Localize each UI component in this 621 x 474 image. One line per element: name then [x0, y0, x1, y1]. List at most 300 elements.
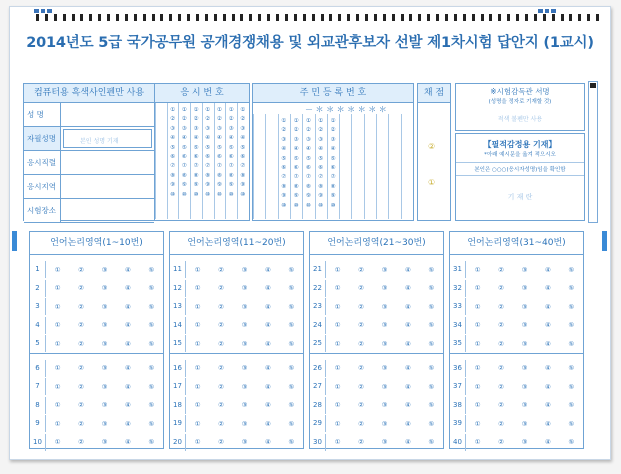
choice-bubble[interactable]: ③ — [101, 364, 108, 372]
digit-bubble[interactable]: ④ — [330, 146, 336, 153]
choice-bubble[interactable]: ⑤ — [288, 364, 295, 372]
choice-bubble[interactable]: ③ — [381, 284, 388, 292]
info-row[interactable] — [24, 151, 154, 175]
choice-bubble[interactable]: ⑤ — [568, 401, 575, 409]
choice-bubble[interactable]: ④ — [124, 382, 131, 391]
digit-bubble[interactable]: ③ — [205, 125, 211, 132]
choice-bubble[interactable]: ④ — [404, 284, 411, 292]
choice-bubble[interactable]: ③ — [241, 321, 248, 329]
question-row[interactable] — [30, 360, 163, 377]
choice-bubble[interactable]: ① — [54, 364, 61, 372]
digit-bubble[interactable]: ⑧ — [293, 183, 299, 190]
digit-bubble[interactable]: ⑦ — [228, 163, 234, 170]
choice-bubble[interactable]: ① — [54, 321, 61, 329]
choice-bubble[interactable]: ③ — [521, 302, 528, 311]
choice-bubble[interactable]: ⑤ — [428, 302, 435, 311]
digit-bubble[interactable]: ⑥ — [228, 154, 234, 161]
choice-bubble[interactable]: ③ — [241, 401, 248, 409]
digit-bubble[interactable]: ⑦ — [205, 163, 211, 170]
digit-bubble[interactable]: ⑥ — [293, 165, 299, 172]
digit-bubble[interactable]: ⑩ — [216, 191, 222, 198]
digit-bubble[interactable]: ④ — [293, 146, 299, 153]
question-row[interactable] — [30, 280, 163, 297]
choice-bubble[interactable]: ⑤ — [568, 265, 575, 274]
choice-bubble[interactable]: ⑤ — [568, 284, 575, 292]
choice-bubble[interactable]: ④ — [404, 321, 411, 329]
choice-bubble[interactable]: ③ — [381, 438, 388, 446]
question-row[interactable] — [450, 378, 583, 395]
digit-bubble[interactable]: ③ — [293, 136, 299, 143]
digit-bubble[interactable]: ⑧ — [170, 172, 175, 179]
choice-bubble[interactable]: ① — [194, 265, 201, 274]
digit-bubble[interactable]: ⑧ — [216, 172, 222, 179]
digit-bubble[interactable]: ① — [170, 107, 175, 113]
digit-bubble[interactable]: ⑤ — [318, 155, 324, 162]
choice-bubble[interactable]: ② — [78, 382, 84, 391]
question-row[interactable] — [450, 434, 583, 451]
choice-bubble[interactable]: ④ — [264, 284, 271, 292]
choice-bubble[interactable]: ① — [474, 438, 481, 446]
digit-bubble[interactable]: ⑨ — [205, 182, 211, 189]
choice-bubble[interactable]: ② — [218, 339, 224, 348]
choice-bubble[interactable]: ③ — [101, 284, 108, 292]
choice-bubble[interactable]: ① — [334, 321, 341, 329]
digit-bubble[interactable]: ⑩ — [305, 202, 311, 209]
choice-bubble[interactable]: ④ — [264, 364, 271, 372]
digit-bubble[interactable]: ③ — [170, 125, 175, 132]
choice-bubble[interactable]: ④ — [264, 302, 271, 311]
info-row[interactable] — [24, 199, 154, 223]
choice-bubble[interactable]: ④ — [404, 419, 411, 428]
digit-bubble[interactable]: ⑦ — [216, 163, 222, 170]
digit-bubble[interactable]: ④ — [240, 135, 246, 142]
digit-bubble[interactable]: ⑧ — [330, 183, 336, 190]
digit-bubble[interactable]: ④ — [205, 135, 211, 142]
choice-bubble[interactable]: ④ — [124, 419, 131, 428]
choice-bubble[interactable]: ⑤ — [148, 419, 155, 428]
choice-bubble[interactable]: ③ — [521, 438, 528, 446]
choice-bubble[interactable]: ② — [218, 364, 224, 372]
choice-bubble[interactable]: ② — [78, 339, 84, 348]
choice-bubble[interactable]: ① — [194, 401, 201, 409]
digit-bubble[interactable]: ⑩ — [281, 202, 287, 209]
choice-bubble[interactable]: ③ — [381, 321, 388, 329]
choice-bubble[interactable]: ② — [498, 364, 504, 372]
question-row[interactable] — [310, 280, 443, 297]
digit-bubble[interactable]: ① — [305, 118, 311, 124]
digit-bubble[interactable]: ② — [318, 127, 324, 134]
question-row[interactable] — [170, 317, 303, 334]
digit-bubble[interactable]: ① — [293, 118, 299, 124]
digit-column[interactable] — [302, 117, 314, 211]
choice-bubble[interactable]: ② — [78, 419, 84, 428]
digit-bubble[interactable]: ④ — [318, 146, 324, 153]
choice-bubble[interactable]: ③ — [101, 382, 108, 391]
digit-column[interactable] — [327, 117, 339, 211]
choice-bubble[interactable]: ⑤ — [568, 364, 575, 372]
choice-bubble[interactable]: ② — [498, 302, 504, 311]
question-row[interactable] — [450, 261, 583, 278]
choice-bubble[interactable]: ③ — [381, 265, 388, 274]
digit-bubble[interactable]: ⑧ — [181, 172, 187, 179]
choice-bubble[interactable]: ⑤ — [288, 321, 295, 329]
digit-bubble[interactable]: ⑦ — [240, 163, 246, 170]
digit-bubble[interactable]: ⑧ — [205, 172, 211, 179]
question-row[interactable] — [170, 415, 303, 432]
choice-bubble[interactable]: ③ — [381, 364, 388, 372]
choice-bubble[interactable]: ③ — [241, 438, 248, 446]
choice-bubble[interactable]: ④ — [544, 339, 551, 348]
choice-bubble[interactable]: ⑤ — [428, 364, 435, 372]
choice-bubble[interactable]: ③ — [521, 419, 528, 428]
choice-bubble[interactable]: ④ — [264, 265, 271, 274]
choice-bubble[interactable]: ③ — [241, 284, 248, 292]
choice-bubble[interactable]: ⑤ — [288, 438, 295, 446]
digit-bubble[interactable]: ⑤ — [228, 144, 234, 151]
choice-bubble[interactable]: ① — [194, 419, 201, 428]
choice-bubble[interactable]: ① — [54, 382, 61, 391]
choice-bubble[interactable]: ② — [78, 364, 84, 372]
choice-bubble[interactable]: ⑤ — [148, 321, 155, 329]
digit-bubble[interactable]: ⑧ — [193, 172, 199, 179]
choice-bubble[interactable]: ① — [54, 401, 61, 409]
choice-bubble[interactable]: ⑤ — [148, 284, 155, 292]
digit-bubble[interactable]: ⑥ — [181, 154, 187, 161]
choice-bubble[interactable]: ⑤ — [428, 265, 435, 274]
digit-bubble[interactable]: ⑦ — [318, 174, 324, 181]
choice-bubble[interactable]: ② — [498, 419, 504, 428]
question-row[interactable] — [170, 360, 303, 377]
choice-bubble[interactable]: ⑤ — [568, 321, 575, 329]
choice-bubble[interactable]: ① — [194, 302, 201, 311]
digit-column[interactable] — [167, 106, 179, 200]
choice-bubble[interactable]: ④ — [124, 401, 131, 409]
choice-bubble[interactable]: ④ — [544, 419, 551, 428]
question-row[interactable] — [310, 378, 443, 395]
question-row[interactable] — [450, 298, 583, 315]
choice-bubble[interactable]: ③ — [101, 419, 108, 428]
question-row[interactable] — [310, 335, 443, 352]
question-row[interactable] — [30, 261, 163, 278]
digit-bubble[interactable]: ⑤ — [216, 144, 222, 151]
choice-bubble[interactable]: ③ — [521, 284, 528, 292]
digit-bubble[interactable]: ② — [205, 116, 211, 123]
digit-bubble[interactable]: ① — [318, 118, 324, 124]
question-row[interactable] — [450, 360, 583, 377]
choice-bubble[interactable]: ③ — [521, 265, 528, 274]
choice-bubble[interactable]: ③ — [101, 265, 108, 274]
choice-bubble[interactable]: ③ — [381, 419, 388, 428]
choice-bubble[interactable]: ③ — [381, 382, 388, 391]
digit-bubble[interactable]: ① — [228, 107, 234, 113]
question-row[interactable] — [450, 415, 583, 432]
choice-bubble[interactable]: ⑤ — [288, 419, 295, 428]
choice-bubble[interactable]: ① — [54, 302, 61, 311]
choice-bubble[interactable]: ① — [474, 339, 481, 348]
digit-bubble[interactable]: ⑥ — [205, 154, 211, 161]
choice-bubble[interactable]: ① — [54, 438, 61, 446]
digit-bubble[interactable]: ⑤ — [281, 155, 287, 162]
question-row[interactable] — [170, 298, 303, 315]
choice-bubble[interactable]: ④ — [544, 265, 551, 274]
choice-bubble[interactable]: ③ — [381, 302, 388, 311]
digit-bubble[interactable]: ② — [228, 116, 234, 123]
digit-bubble[interactable]: ⑨ — [330, 193, 336, 200]
choice-bubble[interactable]: ② — [498, 382, 504, 391]
choice-bubble[interactable]: ④ — [124, 321, 131, 329]
choice-bubble[interactable]: ④ — [264, 382, 271, 391]
choice-bubble[interactable]: ③ — [381, 401, 388, 409]
choice-bubble[interactable]: ③ — [521, 364, 528, 372]
choice-bubble[interactable]: ④ — [544, 382, 551, 391]
digit-bubble[interactable]: ④ — [281, 146, 287, 153]
question-row[interactable] — [170, 397, 303, 414]
digit-bubble[interactable]: ③ — [216, 125, 222, 132]
choice-bubble[interactable]: ① — [334, 265, 341, 274]
choice-bubble[interactable]: ③ — [521, 382, 528, 391]
question-row[interactable] — [30, 397, 163, 414]
choice-bubble[interactable]: ⑤ — [568, 438, 575, 446]
digit-bubble[interactable]: ⑥ — [170, 154, 175, 161]
choice-bubble[interactable]: ② — [218, 401, 224, 409]
choice-bubble[interactable]: ④ — [544, 364, 551, 372]
question-row[interactable] — [30, 298, 163, 315]
choice-bubble[interactable]: ② — [358, 438, 364, 446]
digit-bubble[interactable]: ⑥ — [216, 154, 222, 161]
digit-bubble[interactable]: ⑩ — [181, 191, 187, 198]
choice-bubble[interactable]: ③ — [521, 401, 528, 409]
supervisor-signature-box[interactable] — [455, 83, 585, 131]
choice-bubble[interactable]: ② — [358, 364, 364, 372]
digit-bubble[interactable]: ⑦ — [330, 174, 336, 181]
choice-bubble[interactable]: ④ — [544, 302, 551, 311]
choice-bubble[interactable]: ① — [474, 302, 481, 311]
choice-bubble[interactable]: ② — [218, 382, 224, 391]
choice-bubble[interactable]: ⑤ — [568, 382, 575, 391]
question-row[interactable] — [310, 360, 443, 377]
digit-bubble[interactable]: ⑩ — [170, 191, 175, 198]
choice-bubble[interactable]: ① — [194, 339, 201, 348]
choice-bubble[interactable]: ④ — [124, 284, 131, 292]
question-row[interactable] — [30, 378, 163, 395]
resident-number-grid[interactable] — [252, 83, 414, 221]
choice-bubble[interactable]: ② — [218, 284, 224, 292]
choice-bubble[interactable]: ⑤ — [288, 339, 295, 348]
choice-bubble[interactable]: ⑤ — [428, 321, 435, 329]
choice-bubble[interactable]: ② — [78, 302, 84, 311]
digit-column[interactable] — [278, 117, 290, 211]
choice-bubble[interactable]: ③ — [101, 339, 108, 348]
choice-bubble[interactable]: ② — [78, 438, 84, 446]
choice-bubble[interactable]: ② — [78, 321, 84, 329]
choice-bubble[interactable]: ④ — [404, 382, 411, 391]
choice-bubble[interactable]: ④ — [544, 438, 551, 446]
question-row[interactable] — [450, 317, 583, 334]
digit-bubble[interactable]: ② — [240, 116, 246, 123]
digit-bubble[interactable]: ⑦ — [193, 163, 199, 170]
choice-bubble[interactable]: ④ — [124, 302, 131, 311]
choice-bubble[interactable]: ① — [334, 302, 341, 311]
choice-bubble[interactable]: ④ — [124, 265, 131, 274]
digit-column[interactable] — [290, 117, 302, 211]
choice-bubble[interactable]: ④ — [124, 339, 131, 348]
choice-bubble[interactable]: ① — [474, 401, 481, 409]
choice-bubble[interactable]: ① — [334, 382, 341, 391]
choice-bubble[interactable]: ⑤ — [148, 364, 155, 372]
choice-bubble[interactable]: ① — [334, 419, 341, 428]
choice-bubble[interactable]: ⑤ — [568, 419, 575, 428]
choice-bubble[interactable]: ② — [498, 321, 504, 329]
digit-bubble[interactable]: ⑥ — [330, 165, 336, 172]
choice-bubble[interactable]: ③ — [101, 401, 108, 409]
choice-bubble[interactable]: ⑤ — [428, 339, 435, 348]
choice-bubble[interactable]: ② — [218, 265, 224, 274]
choice-bubble[interactable]: ② — [218, 438, 224, 446]
choice-bubble[interactable]: ⑤ — [288, 382, 295, 391]
digit-bubble[interactable]: ⑩ — [193, 191, 199, 198]
choice-bubble[interactable]: ④ — [544, 321, 551, 329]
digit-bubble[interactable]: ⑧ — [305, 183, 311, 190]
digit-bubble[interactable]: ① — [205, 107, 211, 113]
question-row[interactable] — [30, 415, 163, 432]
choice-bubble[interactable]: ② — [358, 339, 364, 348]
digit-bubble[interactable]: ① — [240, 107, 246, 113]
choice-bubble[interactable]: ⑤ — [428, 438, 435, 446]
choice-bubble[interactable]: ① — [474, 321, 481, 329]
digit-bubble[interactable]: ⑥ — [318, 165, 324, 172]
digit-bubble[interactable]: ⑨ — [228, 182, 234, 189]
choice-bubble[interactable]: ① — [194, 284, 201, 292]
digit-bubble[interactable]: ⑦ — [170, 163, 175, 170]
choice-bubble[interactable]: ④ — [264, 419, 271, 428]
choice-bubble[interactable]: ⑤ — [568, 339, 575, 348]
choice-bubble[interactable]: ④ — [264, 401, 271, 409]
choice-bubble[interactable]: ① — [474, 265, 481, 274]
question-row[interactable] — [30, 335, 163, 352]
digit-bubble[interactable]: ⑨ — [181, 182, 187, 189]
digit-bubble[interactable]: ⑥ — [305, 165, 311, 172]
choice-bubble[interactable]: ② — [498, 438, 504, 446]
digit-bubble[interactable]: ⑩ — [318, 202, 324, 209]
digit-bubble[interactable]: ⑦ — [305, 174, 311, 181]
digit-bubble[interactable]: ⑨ — [318, 193, 324, 200]
digit-bubble[interactable]: ① — [216, 107, 222, 113]
digit-bubble[interactable]: ⑤ — [205, 144, 211, 151]
choice-bubble[interactable]: ⑤ — [148, 382, 155, 391]
info-row[interactable] — [24, 127, 154, 151]
digit-bubble[interactable]: ② — [170, 116, 175, 123]
choice-bubble[interactable]: ① — [54, 284, 61, 292]
choice-bubble[interactable]: ① — [334, 339, 341, 348]
choice-bubble[interactable]: ① — [474, 284, 481, 292]
choice-bubble[interactable]: ④ — [544, 284, 551, 292]
exam-number-grid[interactable] — [154, 83, 250, 221]
choice-bubble[interactable]: ③ — [241, 364, 248, 372]
digit-bubble[interactable]: ③ — [193, 125, 199, 132]
choice-bubble[interactable]: ③ — [241, 382, 248, 391]
choice-bubble[interactable]: ③ — [241, 339, 248, 348]
digit-bubble[interactable]: ⑤ — [170, 144, 175, 151]
digit-bubble[interactable]: ① — [193, 107, 199, 113]
handwriting-box[interactable] — [455, 133, 585, 221]
choice-bubble[interactable]: ⑤ — [148, 265, 155, 274]
choice-bubble[interactable]: ① — [54, 339, 61, 348]
choice-bubble[interactable]: ④ — [404, 401, 411, 409]
choice-bubble[interactable]: ③ — [521, 321, 528, 329]
digit-bubble[interactable]: ② — [181, 116, 187, 123]
digit-bubble[interactable]: ③ — [281, 136, 287, 143]
choice-bubble[interactable]: ① — [194, 382, 201, 391]
digit-bubble[interactable]: ③ — [330, 136, 336, 143]
question-row[interactable] — [310, 298, 443, 315]
digit-bubble[interactable]: ④ — [305, 146, 311, 153]
question-row[interactable] — [450, 397, 583, 414]
choice-bubble[interactable]: ④ — [264, 321, 271, 329]
choice-bubble[interactable]: ④ — [264, 339, 271, 348]
digit-bubble[interactable]: ⑩ — [293, 202, 299, 209]
question-row[interactable] — [310, 415, 443, 432]
choice-bubble[interactable]: ③ — [101, 438, 108, 446]
question-row[interactable] — [450, 280, 583, 297]
choice-bubble[interactable]: ① — [194, 321, 201, 329]
digit-column[interactable] — [202, 106, 214, 200]
choice-bubble[interactable]: ② — [358, 302, 364, 311]
choice-bubble[interactable]: ① — [334, 401, 341, 409]
choice-bubble[interactable]: ④ — [544, 401, 551, 409]
choice-bubble[interactable]: ② — [218, 419, 224, 428]
choice-bubble[interactable]: ② — [78, 284, 84, 292]
digit-bubble[interactable]: ⑩ — [240, 191, 246, 198]
choice-bubble[interactable]: ⑤ — [428, 419, 435, 428]
digit-bubble[interactable]: ④ — [228, 135, 234, 142]
digit-bubble[interactable]: ② — [330, 127, 336, 134]
choice-bubble[interactable]: ② — [358, 382, 364, 391]
digit-bubble[interactable]: ⑧ — [240, 172, 246, 179]
digit-bubble[interactable]: ② — [281, 127, 287, 134]
digit-bubble[interactable]: ④ — [181, 135, 187, 142]
choice-bubble[interactable]: ⑤ — [148, 339, 155, 348]
choice-bubble[interactable]: ③ — [241, 419, 248, 428]
digit-bubble[interactable]: ③ — [228, 125, 234, 132]
choice-bubble[interactable]: ② — [358, 321, 364, 329]
choice-bubble[interactable]: ⑤ — [428, 401, 435, 409]
choice-bubble[interactable]: ③ — [101, 321, 108, 329]
digit-bubble[interactable]: ④ — [170, 135, 175, 142]
digit-column[interactable] — [214, 106, 226, 200]
digit-bubble[interactable]: ⑤ — [305, 155, 311, 162]
choice-bubble[interactable]: ⑤ — [288, 401, 295, 409]
choice-bubble[interactable]: ② — [358, 284, 364, 292]
digit-bubble[interactable]: ⑩ — [205, 191, 211, 198]
question-row[interactable] — [30, 317, 163, 334]
choice-bubble[interactable]: ② — [498, 265, 504, 274]
choice-bubble[interactable]: ① — [194, 438, 201, 446]
question-row[interactable] — [310, 261, 443, 278]
digit-bubble[interactable]: ⑦ — [293, 174, 299, 181]
choice-bubble[interactable]: ④ — [404, 364, 411, 372]
digit-bubble[interactable]: ③ — [318, 136, 324, 143]
digit-bubble[interactable]: ⑤ — [293, 155, 299, 162]
choice-bubble[interactable]: ① — [474, 364, 481, 372]
digit-bubble[interactable]: ② — [193, 116, 199, 123]
choice-bubble[interactable]: ① — [194, 364, 201, 372]
digit-column[interactable] — [178, 106, 190, 200]
choice-bubble[interactable]: ① — [474, 419, 481, 428]
choice-bubble[interactable]: ① — [334, 284, 341, 292]
digit-bubble[interactable]: ⑤ — [181, 144, 187, 151]
digit-bubble[interactable]: ⑤ — [193, 144, 199, 151]
choice-bubble[interactable]: ② — [78, 401, 84, 409]
